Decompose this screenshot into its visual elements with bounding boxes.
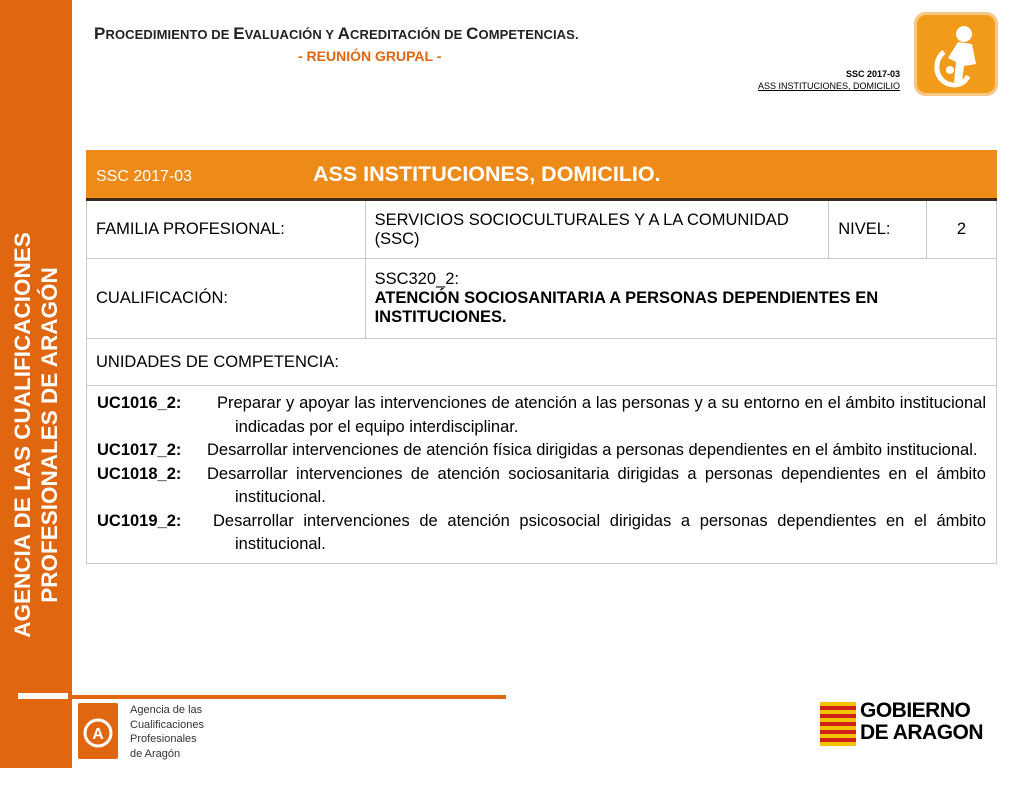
unit-item: UC1019_2: Desarrollar intervenciones de atención psicosocial dirigidas a personas dependientes en el ámbito institucional. (97, 510, 986, 557)
government-name (860, 700, 983, 744)
title-rest-4: OMPETENCIAS. (478, 27, 579, 42)
sidebar (0, 0, 72, 768)
nivel-label: NIVEL: (829, 200, 927, 259)
gov-line-1: GOBIERNO (860, 699, 971, 722)
table-row-familia (87, 200, 997, 259)
sidebar-agency-title (9, 85, 63, 785)
header-ref-code: SSC 2017-03 (845, 69, 900, 79)
qualification-code: SSC 2017-03 (96, 168, 193, 185)
qualification-table (86, 150, 997, 564)
agency-name (130, 703, 204, 761)
title-rest-3: CREDITACIÓN DE (350, 27, 467, 42)
table-row-units (87, 386, 997, 564)
page-subtitle: - REUNIÓN GRUPAL - (298, 48, 442, 64)
title-initial-2: E (233, 24, 245, 43)
familia-value: SERVICIOS SOCIOCULTURALES Y A LA COMUNIDAD (SSC) (365, 200, 829, 259)
units-cell (87, 386, 997, 564)
agency-line-3: Profesionales (130, 733, 197, 745)
cualificacion-value (365, 259, 996, 339)
agency-line-2: Cualificaciones (130, 718, 204, 731)
cualificacion-name: ATENCIÓN SOCIOSANITARIA A PERSONAS DEPENDIENTES EN INSTITUCIONES. (374, 289, 879, 326)
table-title-cell (87, 151, 997, 200)
unidades-label: UNIDADES DE COMPETENCIA: (87, 339, 997, 386)
unit-item: UC1016_2: Preparar y apoyar las intervenciones de atención a las personas y a su entorno en el ámbito institucional indicadas por el equipo interdisciplinar. (97, 392, 986, 439)
care-logo-icon (914, 12, 998, 96)
cualificacion-code: SSC320_2: (374, 270, 459, 288)
unit-item: UC1018_2: Desarrollar intervenciones de atención sociosanitaria dirigidas a personas dependientes en el ámbito institucional. (97, 463, 986, 510)
agency-line-4: de Aragón (130, 747, 181, 760)
table-row-unidades-label (87, 339, 997, 386)
unit-text: Desarrollar intervenciones de atención física dirigidas a personas dependientes en el ámbito institucional. (207, 441, 978, 459)
nivel-value: 2 (926, 200, 996, 259)
unit-text: Preparar y apoyar las intervenciones de atención a las personas y a su entorno en el ámbito institucional indicadas por el equipo interdisciplinar. (217, 394, 986, 436)
gov-line-2: DE ARAGON (860, 721, 984, 744)
familia-label: FAMILIA PROFESIONAL: (87, 200, 366, 259)
svg-text:A: A (92, 726, 104, 743)
title-rest-1: ROCEDIMIENTO DE (105, 27, 234, 42)
unit-text: Desarrollar intervenciones de atención psicosocial dirigidas a personas dependientes en el ámbito institucional. (213, 511, 986, 553)
title-initial-1: P (94, 24, 106, 43)
unit-item: UC1017_2: Desarrollar intervenciones de atención física dirigidas a personas dependientes en el ámbito institucional. (97, 439, 986, 463)
government-logo (820, 700, 1000, 748)
page-title (94, 24, 579, 44)
agency-badge-icon (78, 703, 118, 759)
agency-logo (78, 703, 278, 763)
unit-text: Desarrollar intervenciones de atención sociosanitaria dirigidas a personas dependientes en el ámbito institucional. (207, 464, 986, 506)
table-title-row (87, 151, 997, 200)
header-ref-name: ASS INSTITUCIONES, DOMICILIO (757, 81, 900, 91)
table-row-cualificacion (87, 259, 997, 339)
title-initial-4: C (466, 24, 479, 43)
sidebar-divider (18, 693, 68, 699)
sidebar-title-line1: AGENCIA DE LAS CUALIFICACIONES (10, 232, 35, 638)
aragon-flag-icon (820, 702, 856, 746)
qualification-title: ASS INSTITUCIONES, DOMICILIO. (313, 162, 661, 186)
cualificacion-label: CUALIFICACIÓN: (87, 259, 366, 339)
agency-line-1: Agencia de las (130, 704, 203, 716)
sidebar-title-line2: PROFESIONALES DE ARAGÓN (37, 267, 62, 603)
footer-divider (72, 695, 506, 699)
title-initial-3: A (337, 24, 350, 43)
title-rest-2: VALUACIÓN Y (244, 27, 338, 42)
